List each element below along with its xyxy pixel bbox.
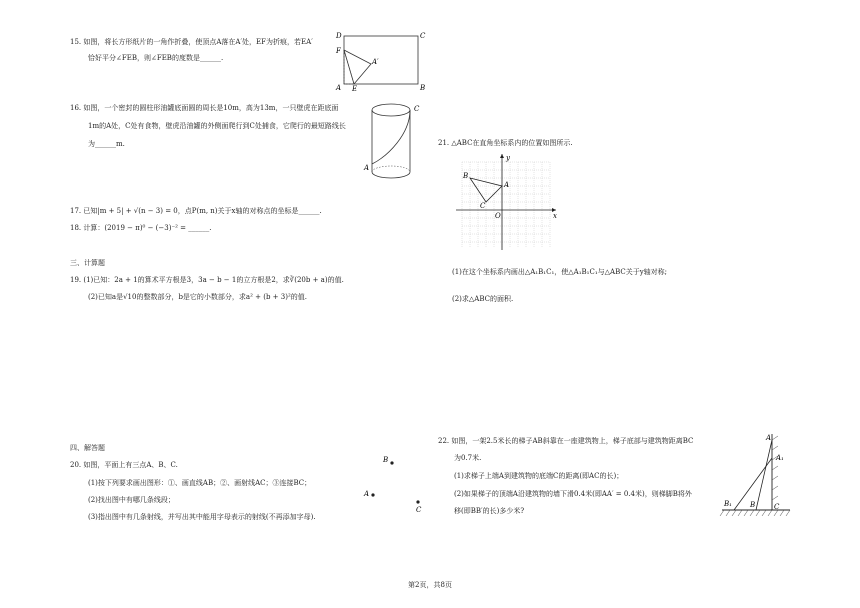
q16-label-a: A <box>364 164 370 172</box>
q21-line1: 21. △ABC在直角坐标系内的位置如图所示. <box>438 139 573 147</box>
q22-ladder-figure <box>718 430 794 518</box>
q15-label-b: B <box>420 84 426 92</box>
q17-text: 17. 已知|m + 5| + √(n − 3) = 0，点P(m, n)关于x轴的对称点的坐标是______. <box>70 207 322 215</box>
q20-label-c: C <box>416 506 422 514</box>
q18-text: 18. 计算：(2019 − π)⁰ − (−3)⁻² = ______. <box>70 224 212 232</box>
page-footer: 第2页，共8页 <box>408 581 452 589</box>
q21-label-c: C <box>480 202 486 210</box>
q21-line3: (2)求△ABC的面积. <box>452 295 514 303</box>
q15-label-d: D <box>336 32 342 40</box>
q20-three-points-figure <box>355 450 435 516</box>
q21-line2: (1)在这个坐标系内画出△A₁B₁C₁，使△A₁B₁C₁与△ABC关于y轴对称; <box>452 268 668 276</box>
q15-label-a: A <box>336 84 342 92</box>
q22-label-b: B <box>750 501 756 509</box>
q22-line2: 为0.7米. <box>454 454 482 462</box>
q21-coordinate-grid-figure <box>452 152 562 252</box>
q22-label-c: C <box>774 503 780 511</box>
q16-line2: 1m的A处，C处有食物，壁虎沿油罐的外侧面爬行到C处捕食，它爬行的最短路线长 <box>88 122 346 130</box>
q15-label-e: E <box>352 85 358 92</box>
q22-line5: 移(即BB′的长)多少米? <box>454 507 525 515</box>
q22-label-b1: B₁ <box>724 500 732 508</box>
section-heading-calculation: 三、计算题 <box>70 259 105 267</box>
q20-line3: (2)找出图中有哪几条线段； <box>88 496 175 504</box>
q20-line2: (1)按下列要求画出图形：①、画直线AB；②、画射线AC；③连接BC； <box>88 479 312 487</box>
q20-label-a: A <box>364 490 370 498</box>
q16-line3: 为______m. <box>88 140 125 148</box>
q15-label-c: C <box>420 32 426 40</box>
q16-label-c: C <box>414 105 420 113</box>
q21-label-b: B <box>463 172 469 180</box>
q22-line3: (1)求梯子上端A到建筑物的底端C的距离(即AC的长)； <box>454 472 624 480</box>
q15-rectangle-figure <box>330 28 430 92</box>
q21-label-x: x <box>553 212 557 220</box>
q20-line4: (3)指出图中有几条射线，并写出其中能用字母表示的射线(不再添加字母). <box>88 513 316 521</box>
q15-line1: 15. 如图，将长方形纸片的一角作折叠，使顶点A落在A′处，EF为折痕，若EA′ <box>70 38 313 46</box>
q22-line1: 22. 如图，一架2.5米长的梯子AB斜靠在一座建筑物上，梯子底部与建筑物距离BC <box>438 437 694 445</box>
q20-label-b: B <box>383 456 389 464</box>
q21-label-o: O <box>495 212 501 220</box>
q19-line1: 19. (1)已知：2a + 1的算术平方根是3，3a − b − 1的立方根是2，求∛(20b + a)的值. <box>70 276 344 284</box>
section-heading-solution: 四、解答题 <box>70 444 105 452</box>
q16-cylinder-figure <box>362 98 424 188</box>
q21-label-a: A <box>504 181 510 189</box>
q22-line4: (2)如果梯子的顶端A沿建筑物的墙下滑0.4米(即AA′ = 0.4米)，则梯脚B将外 <box>454 490 692 498</box>
q19-line2: (2)已知a是√10的整数部分，b是它的小数部分，求a² + (b + 3)²的值. <box>88 293 307 301</box>
q15-line2: 恰好平分∠FEB，则∠FEB的度数是______. <box>88 54 224 62</box>
q21-label-y: y <box>506 154 510 162</box>
q15-label-f: F <box>336 47 341 55</box>
q20-line1: 20. 如图，平面上有三点A、B、C. <box>70 461 178 469</box>
q16-line1: 16. 如图，一个密封的圆柱形油罐底面圆的周长是10m，高为13m，一只壁虎在距底面 <box>70 104 339 112</box>
q22-label-a: A <box>766 434 772 442</box>
q15-label-a-prime: A′ <box>372 58 379 66</box>
q22-label-a1: A₁ <box>776 454 784 462</box>
